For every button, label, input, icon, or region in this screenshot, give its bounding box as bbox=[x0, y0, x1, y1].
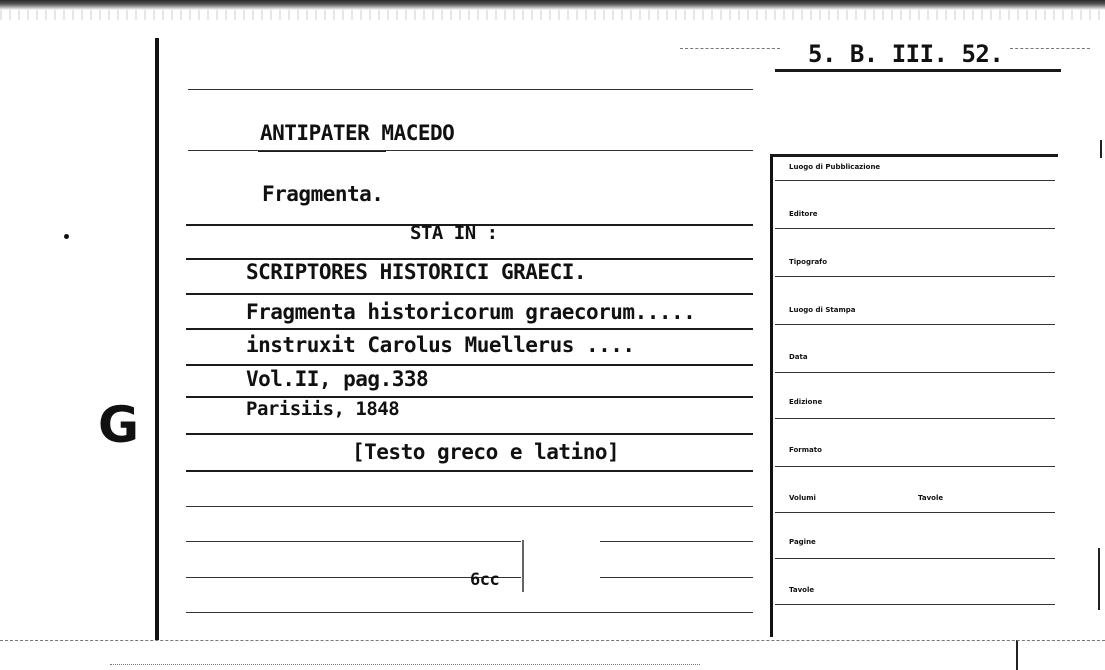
form-rule bbox=[775, 180, 1055, 181]
rule bbox=[186, 541, 521, 542]
form-rule bbox=[775, 276, 1055, 277]
form-label: Data bbox=[789, 353, 808, 361]
form-label: Tipografo bbox=[789, 258, 828, 266]
shelfmark-dashes bbox=[680, 48, 780, 49]
number-smudge bbox=[522, 540, 524, 592]
edge-mark bbox=[1098, 548, 1100, 610]
form-label: Formato bbox=[789, 446, 822, 454]
in-line: STA IN : bbox=[410, 222, 498, 244]
form-label: Pagine bbox=[789, 538, 816, 546]
inventory-number: 6cc bbox=[470, 570, 500, 590]
bottom-dashes bbox=[110, 664, 700, 665]
shelfmark: 5. B. III. 52. bbox=[808, 40, 1004, 68]
form-box-left-border bbox=[770, 155, 773, 637]
rule bbox=[186, 612, 753, 613]
form-rule bbox=[775, 558, 1055, 559]
form-label: Editore bbox=[789, 210, 818, 218]
work-title: Fragmenta historicorum graecorum..... bbox=[246, 300, 696, 324]
form-box-top bbox=[770, 154, 1058, 157]
form-rule bbox=[775, 372, 1055, 373]
margin-dot bbox=[64, 234, 69, 239]
rule bbox=[186, 328, 753, 330]
card-left-border bbox=[155, 38, 159, 640]
form-rule bbox=[775, 604, 1055, 605]
note-line: [Testo greco e latino] bbox=[352, 440, 620, 464]
editor-line: instruxit Carolus Muellerus .... bbox=[246, 333, 635, 357]
form-rule bbox=[775, 418, 1055, 419]
place-date-line: Parisiis, 1848 bbox=[246, 398, 400, 420]
series-title: SCRIPTORES HISTORICI GRAECI. bbox=[246, 260, 587, 284]
rule bbox=[186, 293, 753, 295]
rule bbox=[186, 433, 753, 435]
form-label: Luogo di Pubblicazione bbox=[789, 163, 881, 171]
form-rule bbox=[775, 466, 1055, 467]
form-label: Volumi bbox=[789, 494, 816, 502]
shelfmark-underline bbox=[775, 69, 1061, 72]
form-rule bbox=[775, 324, 1055, 325]
bottom-dashes bbox=[0, 640, 1105, 641]
form-label: Tavole bbox=[918, 494, 944, 502]
shelfmark-dashes-right bbox=[1010, 48, 1090, 49]
scan-top-edge bbox=[0, 0, 1105, 10]
rule bbox=[600, 541, 753, 542]
edge-mark bbox=[1100, 140, 1102, 158]
edge-mark bbox=[1016, 640, 1018, 670]
rule bbox=[186, 470, 753, 472]
rule bbox=[186, 506, 753, 507]
scan-top-speckle bbox=[0, 10, 1105, 20]
title-text: Fragmenta. bbox=[262, 182, 384, 206]
author-heading: ANTIPATER MACEDO bbox=[260, 121, 455, 145]
catalog-letter: G bbox=[98, 396, 140, 454]
form-rule bbox=[775, 228, 1055, 229]
rule bbox=[600, 577, 753, 578]
rule bbox=[186, 364, 753, 366]
form-label: Luogo di Stampa bbox=[789, 306, 856, 314]
rule bbox=[188, 150, 753, 151]
form-label: Tavole bbox=[789, 586, 815, 594]
form-rule bbox=[775, 512, 1055, 513]
volume-line: Vol.II, pag.338 bbox=[246, 367, 429, 391]
form-label: Edizione bbox=[789, 398, 823, 406]
rule bbox=[188, 89, 753, 90]
